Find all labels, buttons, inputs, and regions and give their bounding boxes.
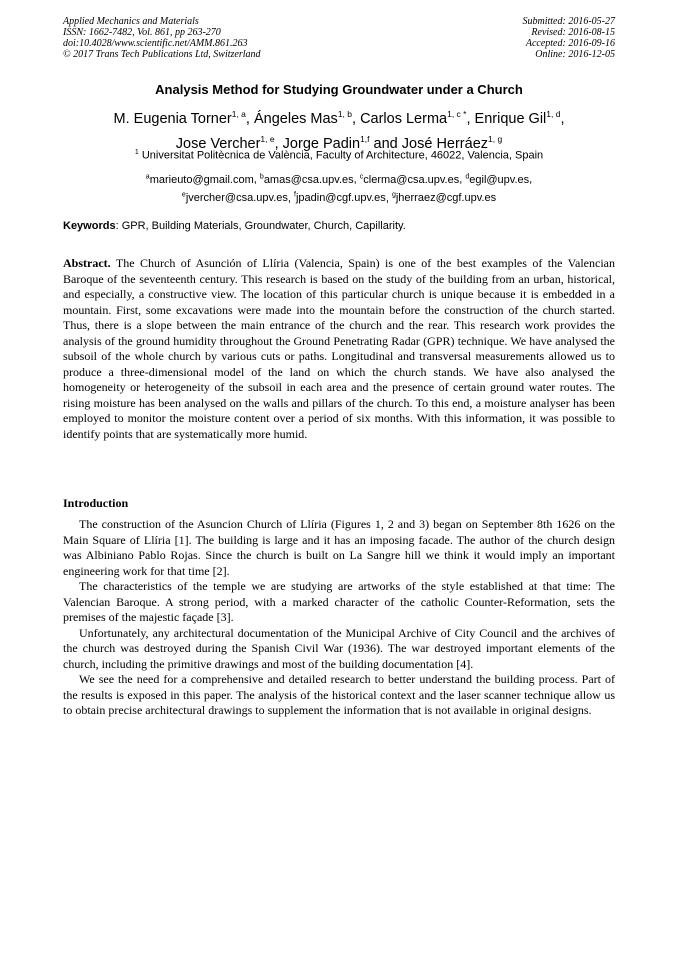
introduction-body: [63, 517, 615, 719]
date-accepted: Accepted: 2016-09-16: [525, 38, 615, 49]
author: Carlos Lerma: [360, 110, 448, 127]
email[interactable]: $^a$marieuto@gmail.com: [145, 173, 254, 186]
email[interactable]: $^e$jvercher@csa.upv.es: [181, 191, 288, 205]
email[interactable]: $^g$jherraez@cgf.upv.es: [391, 191, 497, 205]
journal-header: [63, 16, 261, 60]
author: M. Eugenia Torner: [113, 110, 232, 127]
email[interactable]: $^c$clerma@csa.upv.es: [359, 173, 460, 186]
author: Jose Vercher: [175, 135, 261, 152]
author-list: M. Eugenia Torner$^{1, a}$, Ángeles Mas$^{1, b}$, Carlos Lerma$^{1, c *}$, Enrique Gil$^{1, d}$, Jose Vercher$^{1, e}$, Jorge Padin$^{1,f}$ and José Herráez$^{1, g}$: [113, 109, 565, 152]
paragraph: Unfortunately, any architectural documentation of the Municipal Archive of City Council and the archives of the church was destroyed during the Spanish Civil War (1936). The war destroyed important elements of the church, including the primitive drawings and most of the building documentation [4].: [63, 625, 615, 671]
journal-copyright: © 2017 Trans Tech Publications Ltd, Switzerland: [63, 49, 261, 60]
email[interactable]: $^d$egil@upv.es: [465, 173, 530, 186]
journal-issn: ISSN: 1662-7482, Vol. 861, pp 263-270: [63, 27, 221, 38]
abstract-label: Abstract.: [63, 256, 111, 270]
date-submitted: Submitted: 2016-05-27: [522, 16, 615, 27]
date-online: Online: 2016-12-05: [535, 49, 615, 60]
section-heading-introduction: Introduction: [63, 496, 129, 510]
email[interactable]: $^b$amas@csa.upv.es: [259, 173, 354, 186]
author: Jorge Padin: [282, 135, 361, 152]
author: Ángeles Mas: [253, 110, 338, 127]
journal-name: Applied Mechanics and Materials: [63, 16, 199, 27]
affiliation: $^1$ Universitat Politècnica de València, Faculty of Architecture, 46022, Valencia, Spain: [134, 149, 544, 162]
abstract: [63, 256, 615, 442]
abstract-text: The Church of Asunción of Llíria (Valencia, Spain) is one of the best examples of the Valencian Baroque of the seventeenth century. This research is based on the study of the building from an urban, historical, and especially, a constructive view. The location of this particular church is unique because it is embedded in a mountain. First, some excavations were made into the mountain before the construction of the church started. Thus, there is a slope between the main entrance of the church and the rear. This research work provides the analysis of the ground humidity throughout the Ground Penetrating Radar (GPR) technique. We have analysed the subsoil of the whole church by various cuts or paths. Longitudinal and transversal measurements allowed us to produce a three-dimensional model of the land on which the church stands. We have also analysed the homogeneity or heterogeneity of the subsoil in each area and the presence of certain ground water routes. The rising moisture has been analysed on the walls and pillars of the church. To this end, a moisture analyser has been employed to monitor the moisture content over a period of six months. With this information, it was possible to identify points that are systematically more humid.: [63, 256, 615, 441]
email[interactable]: $^f$jpadin@cgf.upv.es: [294, 191, 386, 205]
author: Enrique Gil: [474, 110, 547, 127]
author: José Herráez: [401, 135, 489, 152]
paragraph: The construction of the Asuncion Church of Llíria (Figures 1, 2 and 3) began on September 8th 1626 on the Main Square of Llíria [1]. The building is large and it has an imposing facade. The author of the church design was Albiniano Pablo Rojas. Since the church is built on La Sangre hill we think it would imply an important engineering work for that time [2].: [63, 517, 615, 578]
dates-header: [523, 16, 616, 60]
paragraph: The characteristics of the temple we are studying are artworks of the style established at that time: The Valencian Baroque. A strong period, with a marked character of the catholic Counter-Reformation, sets the premises of the majestic façade [3].: [63, 579, 615, 624]
journal-doi: doi:10.4028/www.scientific.net/AMM.861.263: [63, 38, 248, 49]
keywords-text: : GPR, Building Materials, Groundwater, Church, Capillarity.: [115, 220, 406, 232]
date-revised: Revised: 2016-08-15: [531, 27, 615, 38]
keywords-label: Keywords: [63, 220, 116, 232]
paragraph: We see the need for a comprehensive and detailed research to better understand the building process. Part of the results is exposed in this paper. The analysis of the historical context and the laser scanner technique allow us to obtain precise architectural drawings to supplement the information that is not available in original designs.: [63, 672, 615, 717]
paper-title: Analysis Method for Studying Groundwater under a Church: [155, 82, 523, 97]
keywords: [63, 220, 615, 232]
email-list: $^a$marieuto@gmail.com, $^b$amas@csa.upv.es, $^c$clerma@csa.upv.es, $^d$egil@upv.es, $^e$jvercher@csa.upv.es, $^f$jpadin@cgf.upv.es, $^g$jherraez@cgf.upv.es: [145, 173, 533, 205]
